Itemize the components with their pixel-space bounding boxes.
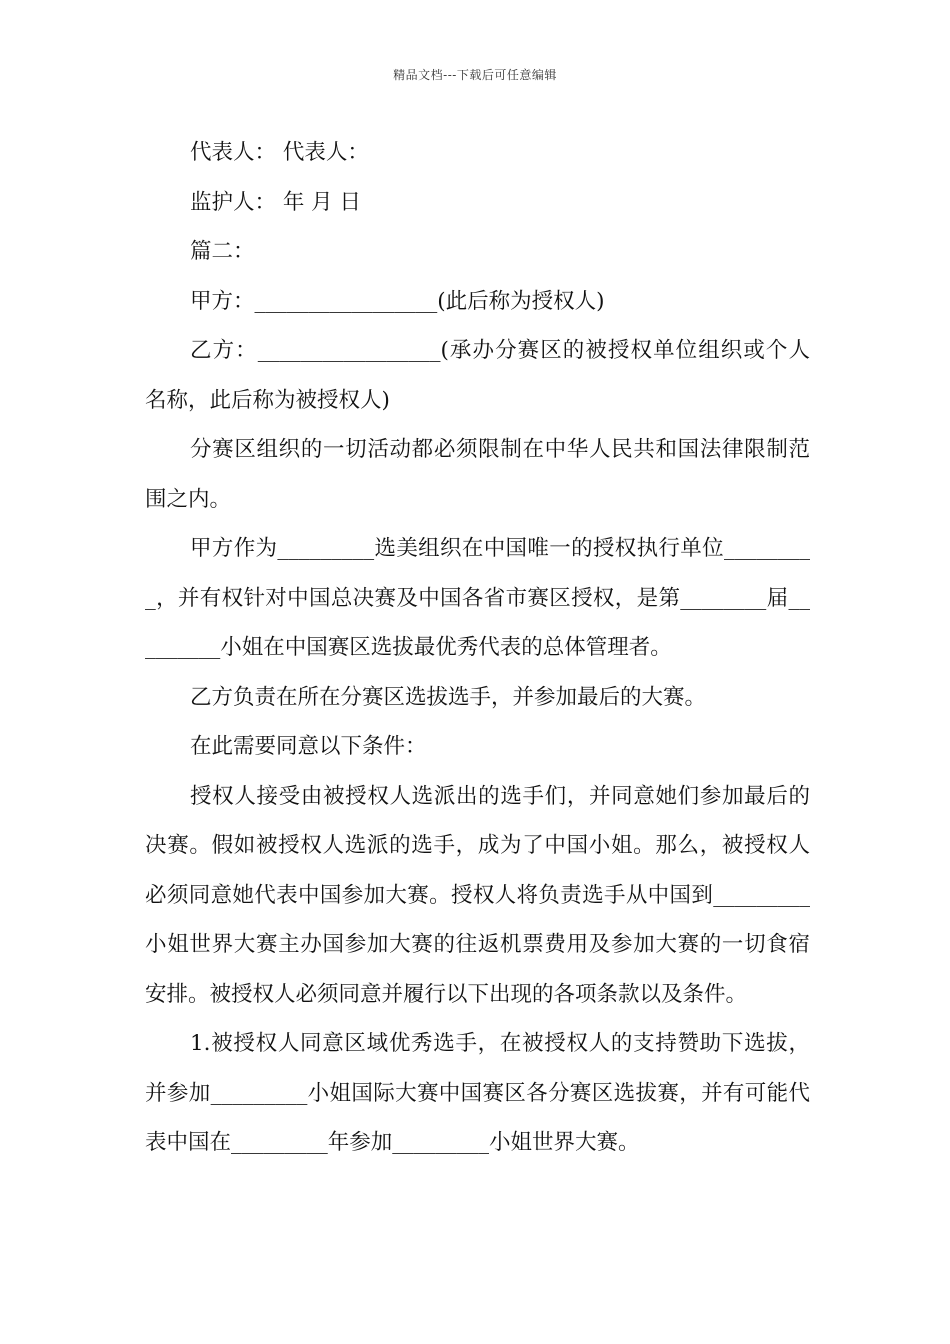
section-heading: 篇二： — [190, 239, 255, 264]
party-a-line: 甲方：_________________(此后称为授权人) — [190, 288, 605, 314]
party-b-duty-paragraph: 乙方负责在所在分赛区选拔选手，并参加最后的大赛。 — [190, 684, 707, 710]
legal-scope-paragraph: 分赛区组织的一切活动都必须限制在中华人民共和国法律限制范围之内。 — [145, 437, 810, 512]
clause-1-paragraph: 1.被授权人同意区域优秀选手，在被授权人的支持赞助下选拔，并参加_________小姐国际大赛中国赛区各分赛区选拔赛，并有可能代表中国在_________年参加_________小姐世界大赛。 — [145, 1031, 810, 1155]
conditions-intro: 在此需要同意以下条件： — [190, 734, 427, 759]
document-body — [145, 128, 810, 1168]
authorization-terms-paragraph: 授权人接受由被授权人选派出的选手们，并同意她们参加最后的决赛。假如被授权人选派的选手，成为了中国小姐。那么，被授权人必须同意她代表中国参加大赛。授权人将负责选手从中国到_________小姐世界大赛主办国参加大赛的往返机票费用及参加大赛的一切食宿安排。被授权人必须同意并履行以下出现的各项条款以及条件。 — [145, 783, 810, 1007]
signature-guardian-date-line: 监护人： 年 月 日 — [190, 189, 362, 215]
page-header: 精品文档---下载后可任意编辑 — [393, 68, 557, 82]
signature-representative-line: 代表人： 代表人： — [190, 140, 369, 165]
party-b-paragraph: 乙方：_________________(承办分赛区的被授权单位组织或个人名称，此后称为被授权人) — [145, 338, 810, 413]
party-a-role-paragraph: 甲方作为_________选美组织在中国唯一的授权执行单位_________，并有权针对中国总决赛及中国各省市赛区授权，是第________届_________小姐在中国赛区选拔最优秀代表的总体管理者。 — [145, 536, 810, 660]
